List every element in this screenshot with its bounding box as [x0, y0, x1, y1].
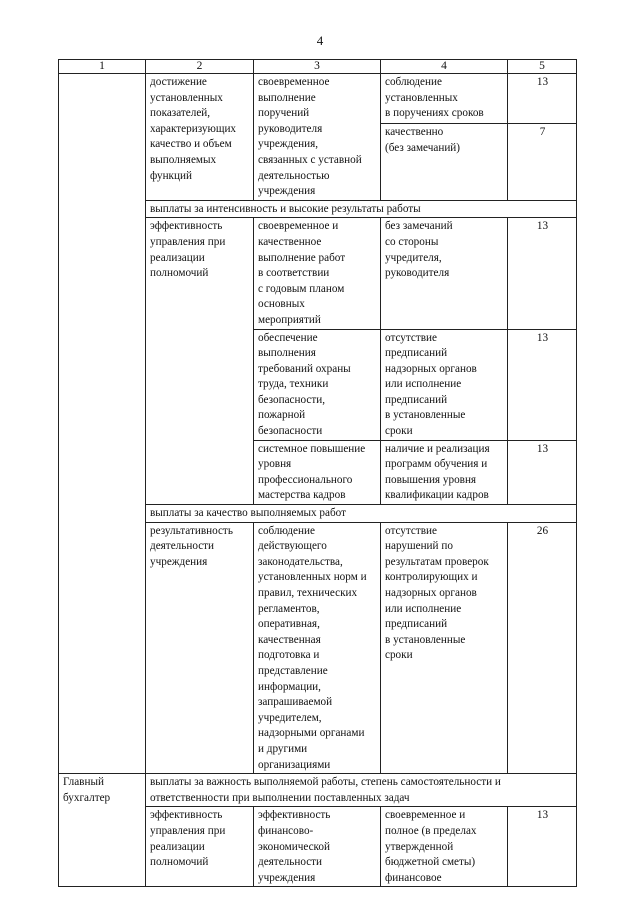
table-row [59, 774, 577, 807]
points-cell: 13 [508, 329, 577, 440]
points-cell: 13 [508, 74, 577, 124]
indicator-cell: соблюдение действующего законодательства, установленных норм и правил, технических регламентов, оперативная, качественная подготовка и представление информации, запрашиваемой учредителем, надзорными органами и другими организациями [254, 522, 381, 774]
indicator-cell: эффективность финансово- экономической деятельности учреждения [254, 807, 381, 887]
condition-cell: отсутствие предписаний надзорных органов или исполнение предписаний в установленные сроки [381, 329, 508, 440]
header-col-2: 2 [146, 60, 254, 74]
condition-cell: без замечаний со стороны учредителя, руководителя [381, 218, 508, 329]
points-cell: 13 [508, 807, 577, 887]
condition-cell: качественно (без замечаний) [381, 124, 508, 200]
position-cell: Главный бухгалтер [59, 774, 146, 887]
criterion-cell: результативность деятельности учреждения [146, 522, 254, 774]
condition-cell: наличие и реализация программ обучения и повышения уровня квалификации кадров [381, 440, 508, 504]
position-cell-empty [59, 74, 146, 774]
points-cell: 26 [508, 522, 577, 774]
section-title-importance: выплаты за важность выполняемой работы, степень самостоятельности и ответственности при выполнении поставленных задач [146, 774, 577, 807]
indicator-cell: своевременное выполнение поручений руководителя учреждения, связанных с уставной деятельностью учреждения [254, 74, 381, 201]
page-number: 4 [316, 33, 324, 48]
header-col-5: 5 [508, 60, 577, 74]
header-row [59, 60, 577, 74]
points-cell: 13 [508, 218, 577, 329]
table-row [59, 74, 577, 124]
section-title-quality: выплаты за качество выполняемых работ [146, 505, 577, 523]
condition-cell: отсутствие нарушений по результатам проверок контролирующих и надзорных органов или исполнение предписаний в установленные сроки [381, 522, 508, 774]
criterion-cell: достижение установленных показателей, характеризующих качество и объем выполняемых функций [146, 74, 254, 201]
indicator-cell: системное повышение уровня профессионального мастерства кадров [254, 440, 381, 504]
indicator-cell: обеспечение выполнения требований охраны труда, техники безопасности, пожарной безопасности [254, 329, 381, 440]
header-col-3: 3 [254, 60, 381, 74]
header-col-1: 1 [59, 60, 146, 74]
condition-cell: своевременное и полное (в пределах утвержденной бюджетной сметы) финансовое [381, 807, 508, 887]
criterion-cell: эффективность управления при реализации полномочий [146, 218, 254, 505]
points-cell: 13 [508, 440, 577, 504]
indicator-cell: своевременное и качественное выполнение работ в соответствии с годовым планом основных мероприятий [254, 218, 381, 329]
section-title-intensity: выплаты за интенсивность и высокие результаты работы [146, 200, 577, 218]
points-cell: 7 [508, 124, 577, 200]
header-col-4: 4 [381, 60, 508, 74]
criterion-cell: эффективность управления при реализации полномочий [146, 807, 254, 887]
criteria-table [58, 59, 577, 887]
condition-cell: соблюдение установленных в поручениях сроков [381, 74, 508, 124]
